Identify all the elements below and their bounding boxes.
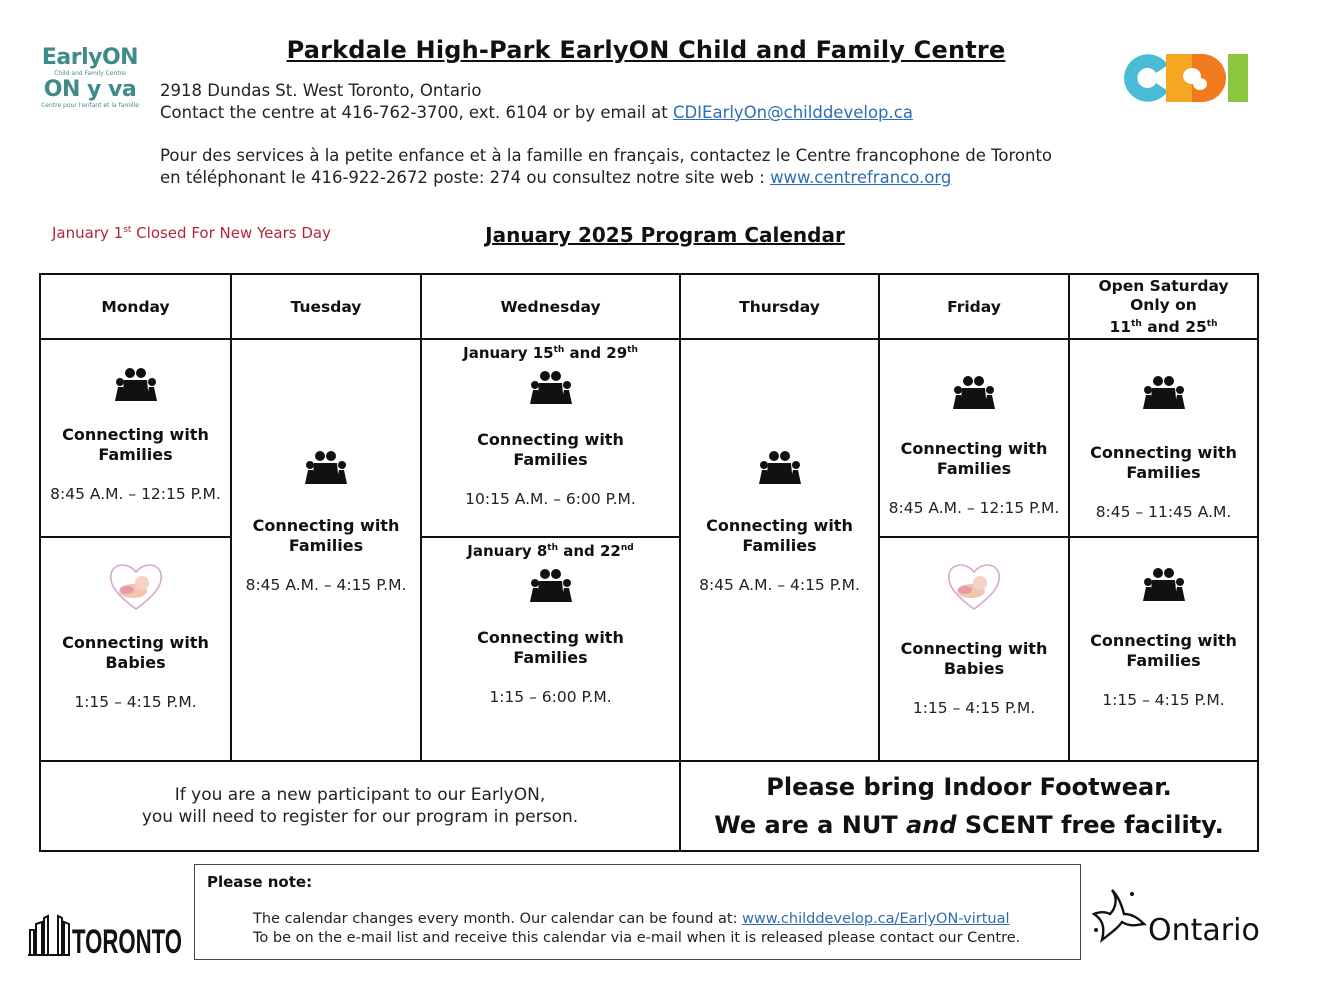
note-line-2: To be on the e-mail list and receive this calendar via e-mail when it is released please contact our Centre.: [253, 930, 1021, 946]
divider: [41, 536, 231, 538]
program-name: Families: [742, 536, 817, 555]
date-b: and 22: [558, 542, 621, 560]
date-a: January 8: [467, 542, 548, 560]
note-line-1-text: The calendar changes every month. Our calendar can be found at:: [253, 911, 743, 927]
saturday-pm-program: [1070, 567, 1257, 709]
family-icon: [528, 568, 574, 602]
closed-date-sup: st: [123, 225, 132, 235]
program-name: Families: [1126, 651, 1201, 670]
calendar-title: January 2025 Program Calendar: [485, 223, 845, 247]
program-calendar: [39, 273, 1259, 852]
nut-text: We are a NUT: [714, 810, 907, 839]
please-note-box: [194, 864, 1081, 960]
closed-text: Closed For New Years Day: [131, 224, 331, 242]
program-time: 10:15 A.M. – 6:00 P.M.: [465, 490, 636, 508]
monday-am-program: [41, 367, 230, 503]
program-name: Families: [98, 445, 173, 464]
saturday-line-2: Only on: [1130, 295, 1197, 314]
program-time: 1:15 – 4:15 P.M.: [74, 693, 197, 711]
program-name: Connecting with: [62, 633, 209, 652]
saturday-date-1-sup: th: [1131, 318, 1142, 329]
program-name: Families: [288, 536, 364, 555]
family-icon: [303, 450, 349, 484]
closed-date: January 1: [52, 224, 124, 242]
earlyon-logo-mid: ON y va: [43, 77, 137, 102]
program-time: 1:15 – 4:15 P.M.: [912, 699, 1036, 717]
saturday-line-1: Open Saturday: [1098, 276, 1229, 295]
french-line-1: Pour des services à la petite enfance et à la famille en français, contactez le Centre francophone de Toronto: [160, 146, 1053, 165]
wednesday-top-program: [422, 341, 679, 508]
program-name: Connecting with: [62, 425, 209, 444]
saturday-dates: [1098, 315, 1228, 337]
registration-line-2: you will need to register for our program in person.: [141, 806, 579, 827]
friday-am-program: [880, 375, 1068, 517]
program-time: 8:45 A.M. – 4:15 P.M.: [245, 576, 407, 594]
earlyon-logo-top: EarlyON: [41, 45, 139, 70]
facility-notice: [681, 761, 1257, 850]
family-icon: [528, 370, 574, 404]
divider: [879, 536, 1257, 538]
header-friday: Friday: [947, 297, 1001, 316]
footwear-line: Please bring Indoor Footwear.: [766, 772, 1172, 801]
program-time: 8:45 – 11:45 A.M.: [1095, 503, 1232, 521]
registration-line-1: If you are a new participant to our EarlyON,: [174, 784, 546, 805]
family-icon: [113, 367, 159, 401]
baby-heart-icon: [945, 559, 1003, 613]
program-name: Connecting with: [900, 639, 1048, 658]
program-name: Connecting with: [477, 628, 624, 647]
program-time: 8:45 A.M. – 12:15 P.M.: [888, 499, 1060, 517]
header-tuesday: Tuesday: [290, 297, 362, 316]
family-icon: [951, 375, 997, 409]
saturday-date-2: 25: [1185, 318, 1207, 337]
program-name: Families: [513, 450, 588, 469]
program-name: Families: [936, 459, 1012, 478]
header-thursday: Thursday: [739, 297, 820, 316]
date-b: and 29: [564, 344, 628, 362]
scent-text: SCENT free facility.: [956, 810, 1224, 839]
program-name: Babies: [105, 653, 166, 672]
note-title: Please note:: [207, 873, 313, 891]
baby-heart-icon: [107, 559, 165, 613]
tuesday-program: [232, 450, 420, 594]
contact-line: [160, 102, 1052, 124]
program-time: 8:45 A.M. – 4:15 P.M.: [699, 576, 860, 594]
program-name: Babies: [943, 659, 1005, 678]
header-wednesday: Wednesday: [500, 297, 601, 316]
program-time: 1:15 – 4:15 P.M.: [1102, 691, 1225, 709]
and-text: and: [906, 810, 957, 839]
date-b-sup: th: [627, 345, 638, 355]
date-a: January 15: [463, 344, 554, 362]
family-icon: [757, 450, 803, 484]
wednesday-bottom-program: [422, 539, 679, 706]
divider: [421, 536, 680, 538]
monday-pm-program: [41, 559, 230, 711]
date-a-sup: th: [547, 543, 559, 553]
saturday-date-1: 11: [1109, 318, 1132, 337]
friday-pm-program: [880, 559, 1068, 717]
centre-info: [160, 80, 1052, 189]
centrefranco-link[interactable]: www.centrefranco.org: [770, 168, 952, 187]
thursday-program: [681, 450, 878, 594]
nut-scent-line: [714, 806, 1223, 844]
saturday-and: and: [1141, 318, 1186, 337]
program-name: Connecting with: [1090, 631, 1237, 650]
program-time: 1:15 – 6:00 P.M.: [489, 688, 612, 706]
french-line-2: [160, 167, 1052, 189]
family-icon: [1141, 567, 1187, 601]
program-dates: [422, 539, 679, 560]
saturday-am-program: [1070, 375, 1257, 521]
note-line-1: [253, 911, 1010, 927]
toronto-logo-icon: [28, 908, 183, 961]
program-name: Connecting with: [477, 430, 624, 449]
earlyon-logo-sub2: Centre pour l'enfant et la famille: [41, 102, 139, 109]
date-b-sup: nd: [620, 543, 634, 553]
header-monday: Monday: [101, 297, 170, 316]
program-name: Families: [1126, 463, 1201, 482]
page-title: Parkdale High-Park EarlyON Child and Family Centre: [286, 36, 1006, 64]
program-name: Connecting with: [900, 439, 1048, 458]
email-link[interactable]: CDIEarlyOn@childdevelop.ca: [672, 103, 913, 122]
saturday-date-2-sup: th: [1206, 318, 1218, 329]
ontario-logo-icon: [1092, 884, 1262, 954]
contact-text: Contact the centre at 416-762-3700, ext. 6104 or by email at: [160, 103, 673, 122]
french-text: en téléphonant le 416-922-2672 poste: 274 ou consultez notre site web :: [160, 168, 771, 187]
earlyon-virtual-link[interactable]: www.childdevelop.ca/EarlyON-virtual: [742, 911, 1010, 927]
ontario-logo-text: Ontario: [1148, 913, 1260, 948]
program-time: 8:45 A.M. – 12:15 P.M.: [50, 485, 221, 503]
registration-notice: [41, 761, 679, 850]
program-name: Connecting with: [706, 516, 853, 535]
date-a-sup: th: [553, 345, 565, 355]
program-name: Connecting with: [252, 516, 400, 535]
address: 2918 Dundas St. West Toronto, Ontario: [160, 81, 482, 100]
toronto-logo-text: TORONTO: [72, 923, 182, 961]
program-name: Connecting with: [1090, 443, 1237, 462]
program-dates: [422, 341, 679, 362]
program-name: Families: [513, 648, 588, 667]
family-icon: [1141, 375, 1187, 409]
earlyon-logo-sub1: Child and Family Centre: [54, 70, 126, 77]
header-saturday: [1070, 275, 1257, 339]
